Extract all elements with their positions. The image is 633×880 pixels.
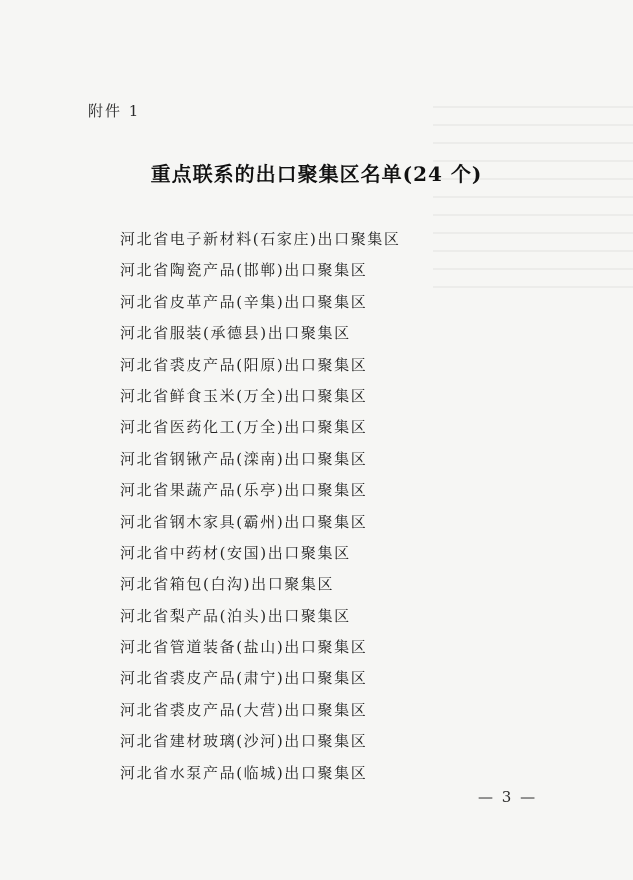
list-item: 河北省裘皮产品(肃宁)出口聚集区 bbox=[120, 669, 368, 688]
list-item: 河北省裘皮产品(大营)出口聚集区 bbox=[120, 700, 368, 719]
list-item: 河北省钢锹产品(滦南)出口聚集区 bbox=[120, 449, 368, 468]
list-item: 河北省医药化工(万全)出口聚集区 bbox=[120, 418, 368, 437]
list-item: 河北省箱包(白沟)出口聚集区 bbox=[120, 575, 335, 594]
list-item: 河北省电子新材料(石家庄)出口聚集区 bbox=[120, 230, 401, 248]
list-item: 河北省水泵产品(临城)出口聚集区 bbox=[120, 763, 368, 782]
attachment-label: 附件 1 bbox=[88, 102, 141, 120]
list-item: 河北省果蔬产品(乐亭)出口聚集区 bbox=[120, 481, 368, 500]
show-through-texture bbox=[433, 90, 633, 290]
list-item: 河北省裘皮产品(阳原)出口聚集区 bbox=[120, 355, 368, 374]
list-item: 河北省中药材(安国)出口聚集区 bbox=[120, 543, 351, 562]
list-item: 河北省服装(承德县)出口聚集区 bbox=[120, 324, 351, 343]
list-item: 河北省鲜食玉米(万全)出口聚集区 bbox=[120, 386, 368, 405]
cluster-list bbox=[120, 224, 401, 789]
list-item: 河北省钢木家具(霸州)出口聚集区 bbox=[120, 512, 368, 531]
list-item: 河北省管道装备(盐山)出口聚集区 bbox=[120, 638, 368, 657]
page-number: — 3 — bbox=[478, 788, 538, 806]
list-item: 河北省皮革产品(辛集)出口聚集区 bbox=[120, 292, 368, 311]
list-item: 河北省陶瓷产品(邯郸)出口聚集区 bbox=[120, 261, 368, 280]
list-item: 河北省建材玻璃(沙河)出口聚集区 bbox=[120, 732, 368, 751]
document-title: 重点联系的出口聚集区名单(24 个) bbox=[150, 162, 483, 186]
list-item: 河北省梨产品(泊头)出口聚集区 bbox=[120, 606, 351, 625]
